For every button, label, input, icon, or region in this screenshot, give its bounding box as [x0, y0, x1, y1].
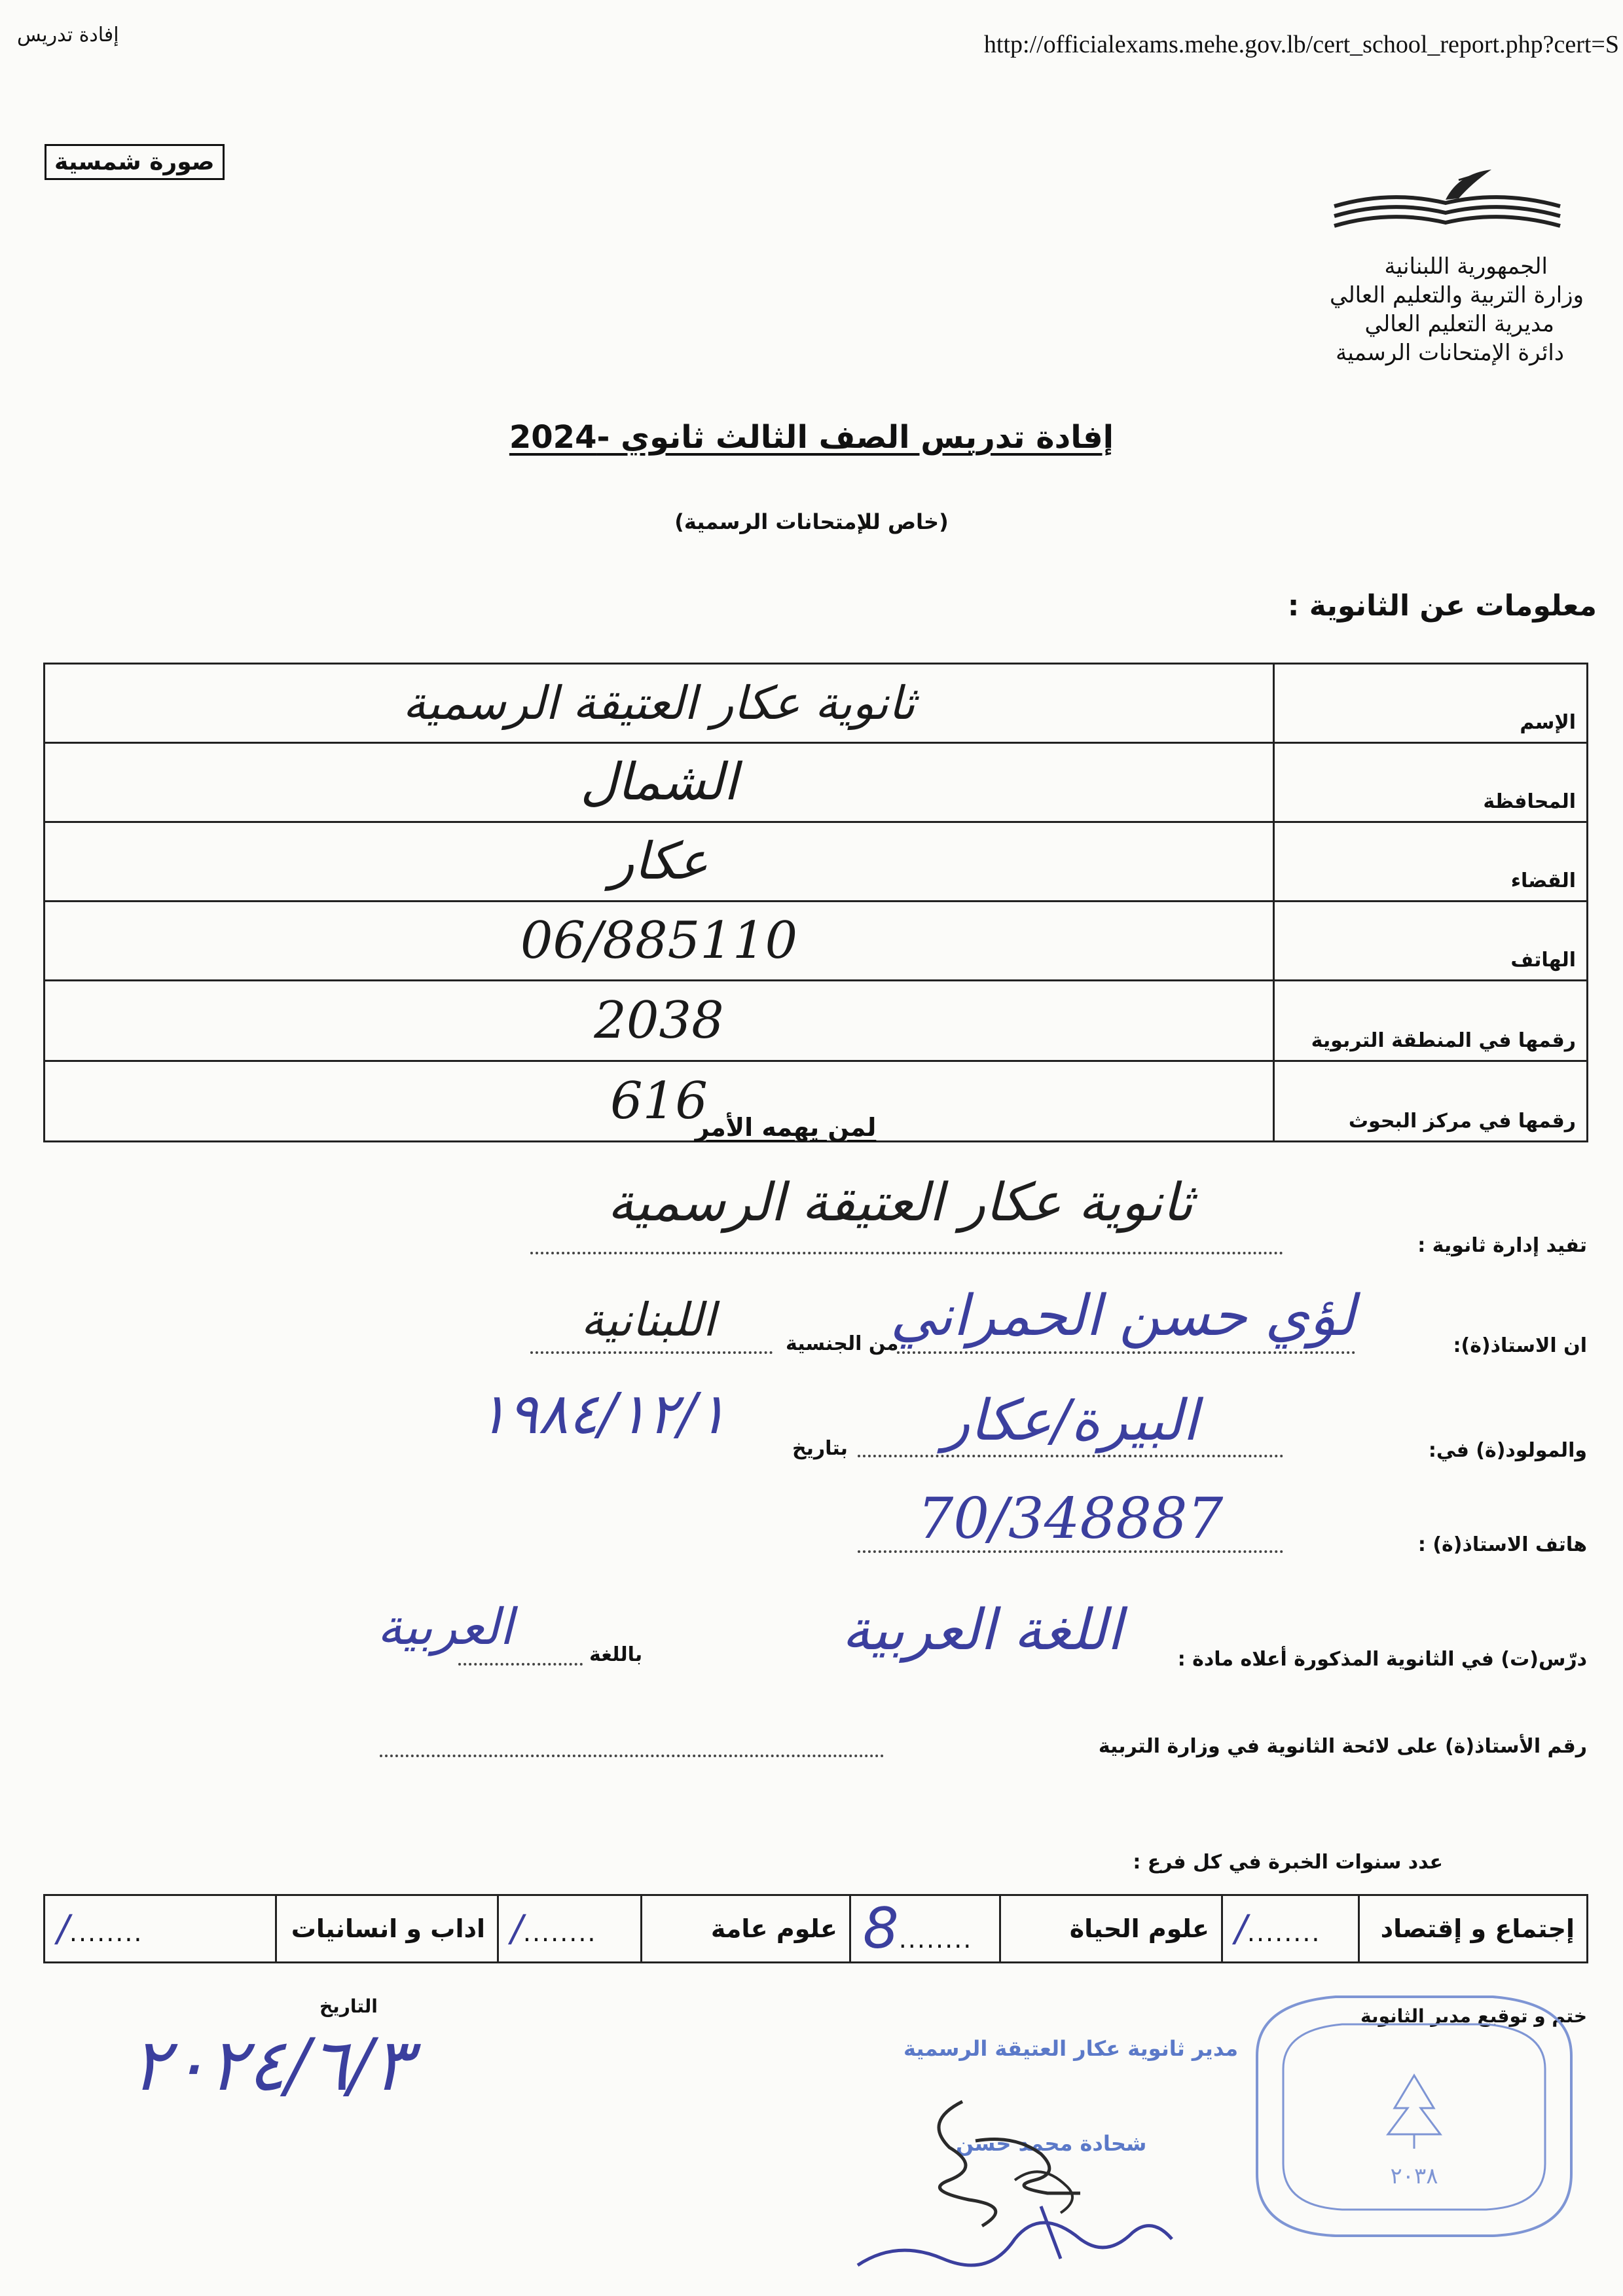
table-row — [45, 981, 1588, 1061]
table-row — [45, 902, 1588, 981]
school-stamp-icon — [1231, 1977, 1597, 2252]
language-label: باللغة — [589, 1643, 643, 1666]
director-stamp-label: ختم و توقيع مدير الثانوية — [1360, 2005, 1587, 2027]
teacher-dotted-line — [897, 1351, 1355, 1354]
row-label: المحافظة — [1274, 743, 1588, 822]
ministry-line-1: الجمهورية اللبنانية — [1384, 253, 1548, 280]
signature-date-value: ٢٠٢٤/٦/٣ — [131, 2023, 412, 2107]
experience-value-cell: ........8 — [850, 1895, 1000, 1963]
language-value: العربية — [377, 1597, 513, 1656]
language-dotted-line — [458, 1663, 583, 1666]
table-row — [45, 822, 1588, 902]
nationality-label: من الجنسية — [786, 1332, 899, 1355]
row-label: الإسم — [1274, 664, 1588, 743]
corner-label: إفادة تدريس — [17, 24, 119, 46]
experience-value-cell: ......../ — [45, 1895, 276, 1963]
experience-label: اداب و انسانيات — [276, 1895, 498, 1963]
signer-name: شحادة محمد حسن — [956, 2131, 1147, 2156]
nationality-dotted-line — [530, 1351, 773, 1354]
experience-label: إجتماع و إقتصاد — [1359, 1895, 1588, 1963]
district-value: عكار — [45, 822, 1274, 902]
general-sciences-years: / — [511, 1907, 523, 1950]
humanities-years: / — [57, 1907, 69, 1950]
life-sciences-years: 8 — [863, 1896, 899, 1961]
experience-value-cell: ......../ — [498, 1895, 642, 1963]
source-url: http://officialexams.mehe.gov.lb/cert_school_report.php?cert=S — [983, 31, 1619, 58]
table-row — [45, 1895, 1588, 1963]
registry-label: رقم الأستاذ(ة) على لائحة الثانوية في وزارة التربية — [1098, 1735, 1587, 1758]
row-label: الهاتف — [1274, 902, 1588, 981]
ministry-logo — [1328, 167, 1570, 239]
school-info-heading: معلومات عن الثانوية : — [1287, 589, 1597, 623]
registry-dotted-line — [380, 1755, 884, 1757]
school-name-value: ثانوية عكار العتيقة الرسمية — [45, 664, 1274, 743]
document-title: إفادة تدريس الصف الثالث ثانوي -2024 — [509, 419, 1114, 456]
school-dotted-line — [530, 1252, 1283, 1254]
phone-value: 06/885110 — [45, 902, 1274, 981]
ministry-header — [1217, 252, 1584, 367]
birth-date-value: ١٩٨٤/١٢/١ — [477, 1381, 727, 1447]
to-whom-heading: لمن يهمه الأمر — [695, 1113, 877, 1142]
born-label: والمولود(ة) في: — [1428, 1439, 1587, 1462]
governorate-value: الشمال — [45, 743, 1274, 822]
ministry-line-4: دائرة الإمتحانات الرسمية — [1336, 340, 1564, 366]
teacher-name-value: لؤي حسن الحمراني — [890, 1283, 1355, 1349]
teacher-label: ان الاستاذ(ة): — [1453, 1334, 1587, 1357]
subject-value: اللغة العربية — [841, 1597, 1123, 1663]
research-center-number-value: 616 — [45, 1061, 1274, 1142]
date-label: التاريخ — [319, 1995, 378, 2017]
experience-label: علوم الحياة — [1000, 1895, 1222, 1963]
subject-label: درّس(ت) في الثانوية المذكورة أعلاه مادة : — [1177, 1648, 1587, 1671]
stamp-text: مدير ثانوية عكار العتيقة الرسمية — [903, 2036, 1239, 2061]
document-subtitle: (خاص للإمتحانات الرسمية) — [674, 509, 949, 534]
director-signature-icon — [845, 2043, 1250, 2291]
region-number-value: 2038 — [45, 981, 1274, 1061]
school-info-table — [43, 663, 1588, 1142]
school-declaration-label: تفيد إدارة ثانوية : — [1417, 1234, 1587, 1257]
experience-label: علوم عامة — [642, 1895, 850, 1963]
table-row — [45, 743, 1588, 822]
social-economics-years: / — [1235, 1907, 1247, 1950]
experience-heading: عدد سنوات الخبرة في كل فرع : — [1133, 1851, 1443, 1874]
table-row — [45, 664, 1588, 743]
ministry-line-3: مديرية التعليم العالي — [1364, 311, 1554, 337]
row-label: رقمها في المنطقة التربوية — [1274, 981, 1588, 1061]
stamp-number: ٢٠٣٨ — [1390, 2163, 1438, 2189]
experience-table — [43, 1894, 1588, 1963]
school-declaration-value: ثانوية عكار العتيقة الرسمية — [607, 1172, 1194, 1233]
ministry-line-2: وزارة التربية والتعليم العالي — [1329, 282, 1584, 308]
teacher-phone-label: هاتف الاستاذ(ة) : — [1417, 1533, 1587, 1556]
birthplace-value: البيرة/عكار — [942, 1388, 1199, 1453]
born-dotted-line — [858, 1455, 1283, 1457]
teacher-phone-value: 70/348887 — [917, 1486, 1224, 1552]
experience-value-cell: ......../ — [1222, 1895, 1359, 1963]
row-label: القضاء — [1274, 822, 1588, 902]
birth-date-label: بتاريخ — [792, 1437, 848, 1460]
nationality-value: اللبنانية — [581, 1293, 716, 1347]
photo-box: صورة شمسية — [45, 144, 225, 180]
row-label: رقمها في مركز البحوث — [1274, 1061, 1588, 1142]
